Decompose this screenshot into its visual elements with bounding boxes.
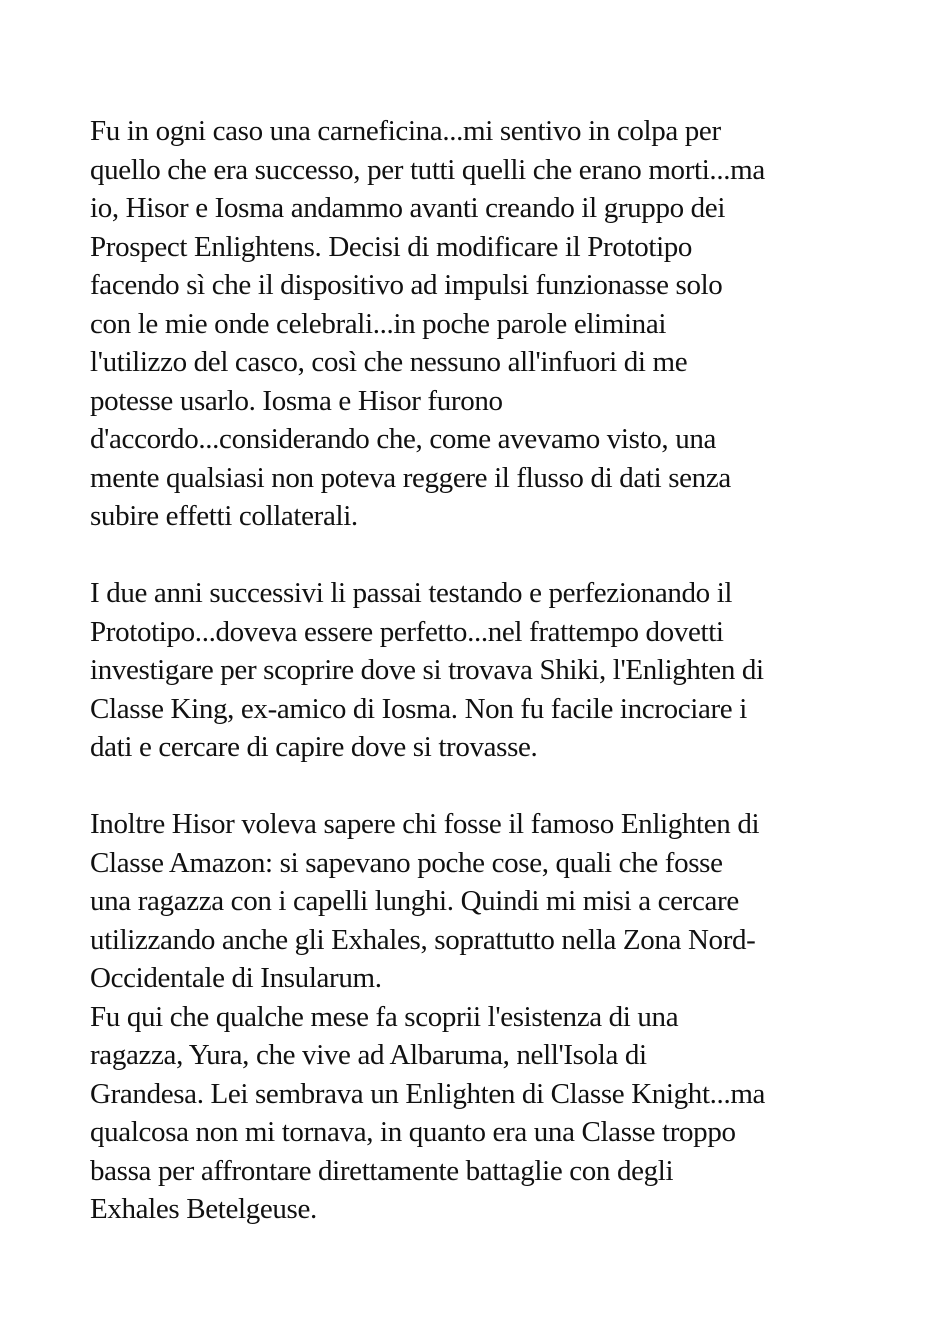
text-line: subire effetti collaterali. (90, 500, 358, 532)
text-line: Classe King, ex-amico di Iosma. Non fu facile incrociare i (90, 692, 747, 725)
paragraph-1 (90, 112, 890, 536)
text-line: d'accordo...considerando che, come avevamo visto, una (90, 423, 717, 455)
text-line: dati e cercare di capire dove si trovasse. (90, 731, 538, 763)
text-line: io, Hisor e Iosma andammo avanti creando il gruppo dei (90, 192, 726, 224)
text-line: con le mie onde celebrali...in poche parole eliminai (90, 307, 667, 340)
text-line: I due anni successivi li passai testando e perfezionando il (90, 577, 733, 609)
text-line: bassa per affrontare direttamente battaglie con degli (90, 1154, 674, 1187)
text-line: Classe Amazon: si sapevano poche cose, quali che fosse (90, 846, 723, 879)
text-line: Exhales Betelgeuse. (90, 1193, 317, 1225)
text-line: Prospect Enlightens. Decisi di modificare il Prototipo (90, 230, 693, 263)
text-line: Fu in ogni caso una carneficina...mi sentivo in colpa per (90, 115, 721, 147)
text-line: quello che era successo, per tutti quelli che erano morti...ma (90, 153, 765, 186)
text-line: l'utilizzo del casco, così che nessuno all'infuori di me (90, 346, 688, 378)
paragraph-spacer (90, 536, 890, 575)
text-line: qualcosa non mi tornava, in quanto era una Classe troppo (90, 1116, 736, 1148)
text-line: potesse usarlo. Iosma e Hisor furono (90, 384, 503, 417)
text-line: ragazza, Yura, che vive ad Albaruma, nell'Isola di (90, 1039, 647, 1071)
text-line: utilizzando anche gli Exhales, soprattutto nella Zona Nord- (90, 923, 756, 956)
text-line: Inoltre Hisor voleva sapere chi fosse il famoso Enlighten di (90, 808, 760, 840)
text-line: Grandesa. Lei sembrava un Enlighten di Classe Knight...ma (90, 1077, 766, 1110)
text-line: una ragazza con i capelli lunghi. Quindi mi misi a cercare (90, 885, 739, 917)
paragraph-spacer (90, 767, 890, 806)
text-line: Fu qui che qualche mese fa scoprii l'esistenza di una (90, 1000, 679, 1033)
text-line: Occidentale di Insularum. (90, 962, 382, 994)
text-line: investigare per scoprire dove si trovava Shiki, l'Enlighten di (90, 654, 764, 686)
text-line: Prototipo...doveva essere perfetto...nel frattempo dovetti (90, 615, 724, 648)
paragraph-2 (90, 574, 890, 767)
text-line: facendo sì che il dispositivo ad impulsi funzionasse solo (90, 269, 723, 301)
text-line: mente qualsiasi non poteva reggere il flusso di dati senza (90, 461, 731, 494)
paragraph-3 (90, 805, 890, 1229)
body-text (90, 112, 890, 1229)
